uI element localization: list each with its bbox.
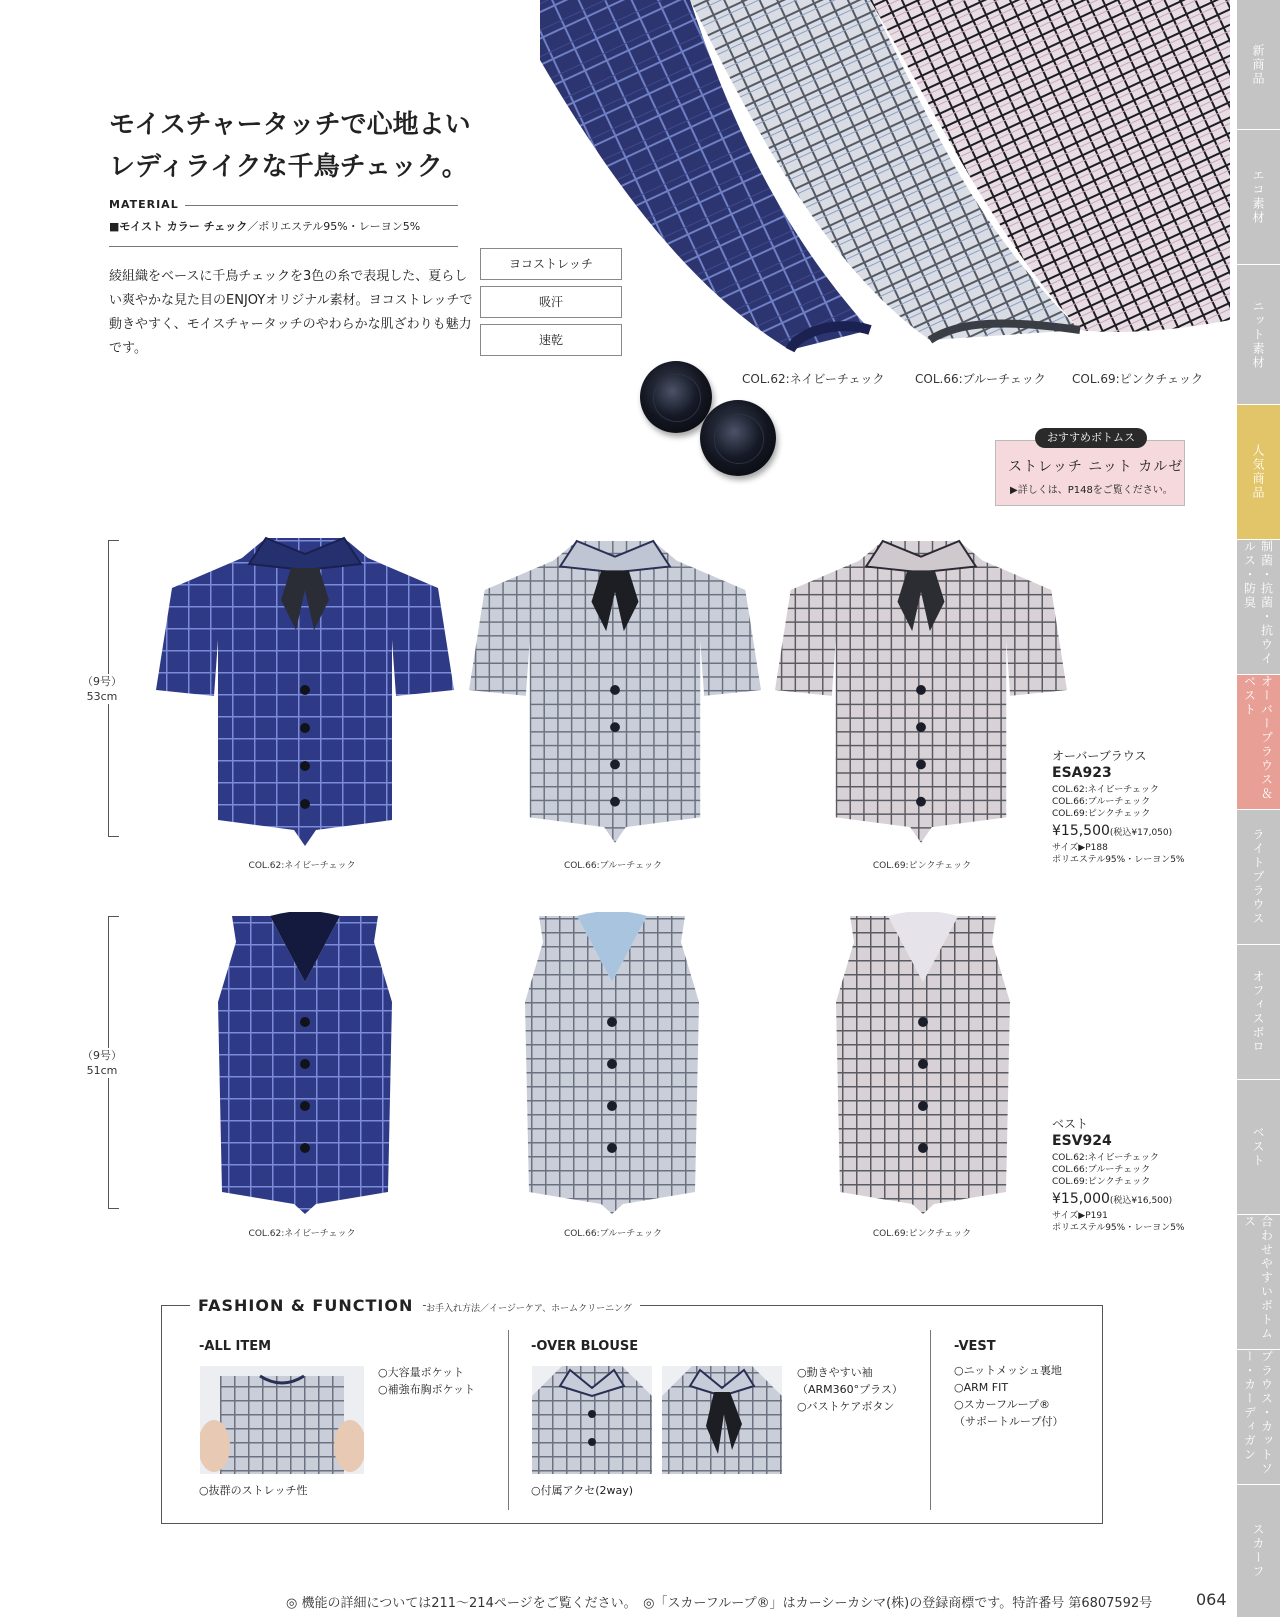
accessory-photo-2 (662, 1366, 782, 1474)
button-photo (700, 400, 776, 476)
index-tab[interactable]: 新商品 (1237, 0, 1280, 130)
feature-item: ○補強布胸ポケット (378, 1383, 476, 1396)
blouse-blue-image (469, 530, 761, 846)
headline-line-2: レディライクな千鳥チェック。 (109, 152, 468, 182)
color-caption: COL.69:ピンクチェック (872, 1229, 972, 1239)
feature-item: ○ARM FIT (954, 1381, 1009, 1394)
fabric-caption: COL.62:ネイビーチェック (742, 372, 885, 386)
product-color: COL.69:ピンクチェック (1052, 1177, 1151, 1187)
price-value: ¥15,500 (1052, 823, 1110, 839)
size-label-length: 53cm (86, 690, 118, 703)
color-caption: COL.69:ピンクチェック (872, 861, 972, 871)
color-caption: COL.62:ネイビーチェック (248, 861, 356, 871)
product-size: サイズ▶P188 (1052, 843, 1108, 853)
feature-item: ○ニットメッシュ裏地 (954, 1364, 1062, 1377)
stretch-photo (200, 1366, 364, 1474)
index-tab[interactable]: 制菌・抗菌・抗ウイルス・防臭 (1237, 540, 1280, 675)
button-photo (640, 361, 712, 433)
product-price (1052, 822, 1184, 842)
feature-item: ○スカーフループ® (954, 1398, 1051, 1411)
feature-item: ○大容量ポケット (378, 1366, 465, 1379)
material-composition: ／ポリエステル95%・レーヨン5% (247, 220, 421, 233)
page-number: 064 (1196, 1590, 1227, 1609)
price-value: ¥15,000 (1052, 1191, 1110, 1207)
index-tab[interactable]: スカーフ (1237, 1485, 1280, 1618)
index-tab[interactable]: ニット素材 (1237, 265, 1280, 405)
index-tab[interactable]: オーバーブラウス＆ベスト (1237, 675, 1280, 810)
fashion-function-title: FASHION & FUNCTION (190, 1296, 423, 1315)
recommend-title: ストレッチ ニット カルゼ (1008, 459, 1184, 475)
feature-item: ○バストケアボタン (797, 1400, 895, 1413)
size-label-grade: （9号） (82, 1049, 122, 1062)
color-caption: COL.62:ネイビーチェック (248, 1229, 356, 1239)
footer-note: ◎ 機能の詳細については211〜214ページをご覧ください。 ◎「スカーフループ®」はカーシーカシマ(株)の登録商標です。特許番号 第6807592号 (286, 1596, 1153, 1611)
product-color: COL.66:ブルーチェック (1052, 797, 1151, 807)
material-description: 綾組織をベースに千鳥チェックを3色の糸で表現した、夏らしい爽やかな見た目のENJOYオリジナル素材。ヨコストレッチで動きやすく、モイスチャータッチのやわらかな肌ざわりも魅力です。 (109, 269, 473, 356)
vest-navy-image (218, 912, 392, 1214)
product-name: オーバーブラウス (1052, 749, 1147, 763)
feature-item: ○動きやすい袖 (797, 1366, 873, 1379)
photo-caption: ○付属アクセ(2way) (531, 1484, 634, 1497)
product-size: サイズ▶P191 (1052, 1211, 1108, 1221)
product-composition: ポリエステル95%・レーヨン5% (1052, 1223, 1185, 1233)
product-code: ESV924 (1052, 1133, 1112, 1149)
product-color: COL.69:ピンクチェック (1052, 809, 1151, 819)
all-item-heading: -ALL ITEM (199, 1339, 272, 1354)
index-tab[interactable]: エコ素材 (1237, 130, 1280, 265)
product-color: COL.66:ブルーチェック (1052, 1165, 1151, 1175)
fabric-caption: COL.69:ピンクチェック (1072, 372, 1204, 386)
vest-blue-image (525, 912, 699, 1214)
color-caption: COL.66:ブルーチェック (563, 1229, 663, 1239)
index-tabs (1237, 0, 1280, 1618)
fabric-caption: COL.66:ブルーチェック (915, 372, 1046, 386)
headline (109, 104, 509, 188)
index-tab[interactable]: 人気商品 (1237, 405, 1280, 540)
material-spec (109, 218, 420, 234)
product-price (1052, 1190, 1184, 1210)
product-color: COL.62:ネイビーチェック (1052, 785, 1159, 795)
over-blouse-heading: -OVER BLOUSE (531, 1339, 639, 1354)
feature-item: （サポートループ付） (954, 1415, 1064, 1428)
product-info-blouse (1052, 748, 1184, 866)
feature-list (378, 1364, 475, 1398)
index-tab[interactable]: 合わせやすいボトムス (1237, 1215, 1280, 1350)
index-tab[interactable]: ライトブラウス (1237, 810, 1280, 945)
feature-list (954, 1362, 1063, 1430)
product-info-vest (1052, 1116, 1184, 1234)
index-tab[interactable]: ブラウス・カットソー・カーディガン (1237, 1350, 1280, 1485)
feature-item: （ARM360°プラス） (797, 1383, 903, 1396)
color-caption: COL.66:ブルーチェック (563, 861, 663, 871)
size-label (72, 674, 132, 704)
product-name: ベスト (1052, 1117, 1089, 1131)
price-tax: (税込¥17,050) (1109, 828, 1173, 838)
product-composition: ポリエステル95%・レーヨン5% (1052, 855, 1185, 865)
divider (109, 246, 458, 247)
index-tab[interactable]: オフィスボロ (1237, 945, 1280, 1080)
size-label (72, 1048, 132, 1078)
recommend-pill: おすすめボトムス (1035, 428, 1147, 448)
material-label: MATERIAL (109, 198, 179, 211)
divider (508, 1330, 509, 1510)
vest-heading: -VEST (954, 1339, 996, 1354)
recommend-note: ▶詳しくは、P148をご覧ください。 (1010, 485, 1173, 496)
product-color: COL.62:ネイビーチェック (1052, 1153, 1159, 1163)
feature-badge: 速乾 (480, 324, 622, 356)
headline-line-1: モイスチャータッチで心地よい (109, 110, 471, 140)
size-label-length: 51cm (86, 1064, 118, 1077)
material-name: ■モイスト カラー チェック (109, 220, 248, 233)
vest-pink-image (836, 912, 1010, 1214)
care-method: お手入れ方法／イージーケア、ホームクリーニング (426, 1301, 640, 1314)
divider (930, 1330, 931, 1510)
feature-badges (480, 248, 622, 362)
fabric-swatch-image (540, 0, 1230, 360)
product-code: ESA923 (1052, 765, 1112, 781)
feature-badge: ヨコストレッチ (480, 248, 622, 280)
accessory-photo-1 (532, 1366, 652, 1474)
price-tax: (税込¥16,500) (1109, 1196, 1173, 1206)
feature-list (797, 1364, 903, 1415)
feature-badge: 吸汗 (480, 286, 622, 318)
index-tab[interactable]: ベスト (1237, 1080, 1280, 1215)
blouse-pink-image (775, 530, 1067, 846)
photo-caption: ○抜群のストレッチ性 (199, 1484, 308, 1497)
blouse-navy-image (156, 530, 454, 846)
divider (185, 205, 458, 206)
size-label-grade: （9号） (82, 675, 122, 688)
